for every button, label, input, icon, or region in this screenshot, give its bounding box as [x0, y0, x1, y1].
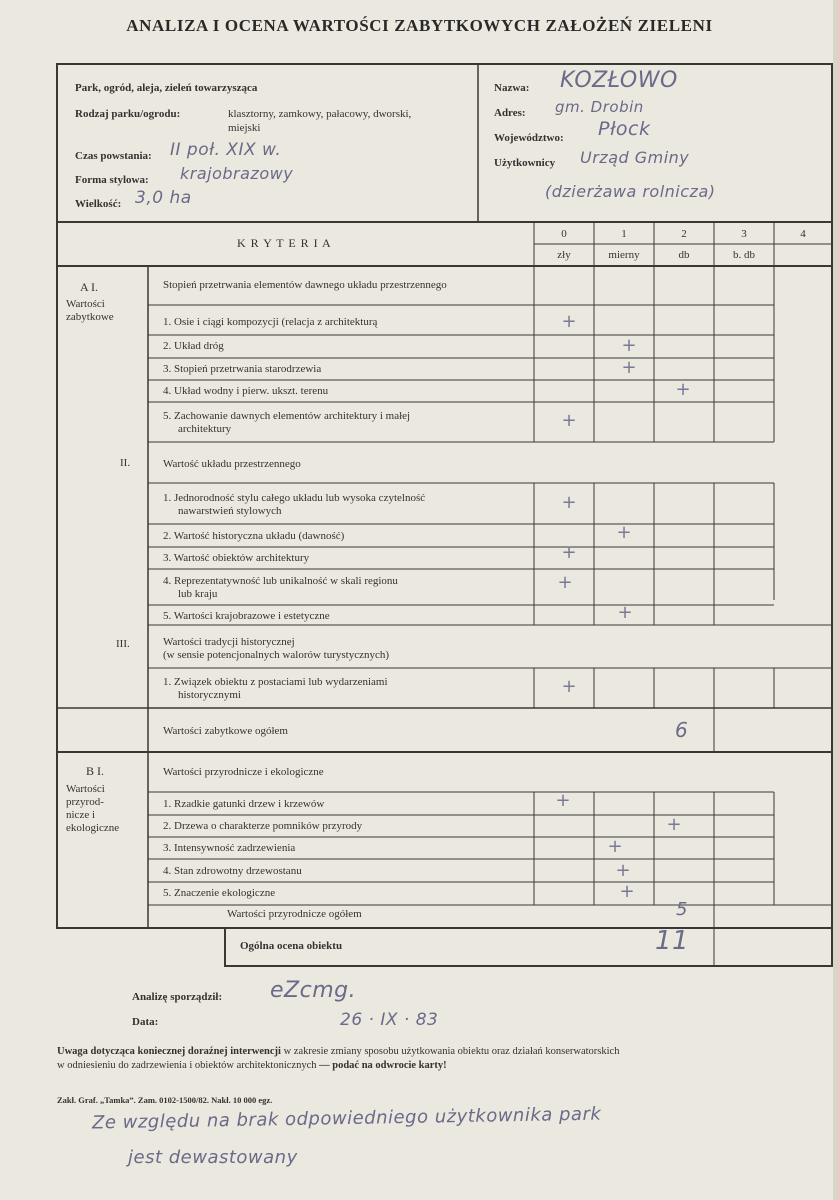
creation-date-value: II poł. XIX w. — [170, 140, 282, 160]
users-value: Urząd Gminy — [580, 148, 690, 167]
score-mark: + — [675, 379, 691, 400]
section-b-name: Wartości — [66, 783, 105, 795]
intervention-note-line-2-text: w odniesieniu do zadrzewienia i obiektów architektonicznych — [57, 1060, 317, 1071]
voivodeship-value: Płock — [598, 118, 651, 140]
group-i-item: 2. Układ dróg — [163, 340, 224, 352]
group-ii-item-cont: lub kraju — [178, 588, 218, 600]
section-b-heading: B I. — [86, 764, 104, 778]
score-mark: + — [615, 860, 631, 881]
overall-rating-label: Ogólna ocena obiektu — [240, 940, 343, 952]
group-b-item: 5. Znaczenie ekologiczne — [163, 887, 276, 899]
score-mark: + — [617, 602, 633, 623]
score-mark: + — [561, 410, 577, 431]
group-b-heading: Wartości przyrodnicze i ekologiczne — [163, 766, 324, 778]
name-label: Nazwa: — [494, 82, 530, 94]
users-label: Użytkownicy — [494, 157, 556, 169]
intervention-note-rest: w zakresie zmiany sposobu użytkowania obiektu oraz działań konserwatorskich — [280, 1046, 620, 1057]
voivodeship-label: Województwo: — [494, 132, 564, 144]
intervention-note — [57, 1045, 619, 1058]
section-a-heading: A I. — [80, 280, 98, 294]
style-form-label: Forma stylowa: — [75, 174, 149, 186]
score-name-1: mierny — [608, 249, 640, 261]
group-i-item: 1. Osie i ciągi kompozycji (relacja z architekturą — [163, 316, 378, 328]
size-label: Wielkość: — [75, 198, 122, 210]
group-ii-item: 1. Jednorodność stylu całego układu lub wysoka czytelność — [163, 492, 426, 504]
score-1: 1 — [621, 228, 627, 240]
score-mark: + — [561, 311, 577, 332]
section-b-name-3: nicze i — [66, 809, 96, 821]
section-b-name-2: przyrod- — [66, 796, 104, 808]
nature-total-label: Wartości przyrodnicze ogółem — [227, 908, 362, 920]
address-value: gm. Drobin — [555, 98, 644, 116]
group-iii-number: III. — [116, 638, 130, 650]
historic-total-label: Wartości zabytkowe ogółem — [163, 725, 288, 737]
score-name-2: db — [678, 249, 690, 261]
printer-imprint: Zakł. Graf. „Tamka”. Zam. 0102-1500/82. Nakł. 10 000 egz. — [57, 1095, 273, 1105]
group-i-item: 4. Układ wodny i pierw. ukszt. terenu — [163, 385, 329, 397]
score-mark: + — [557, 572, 573, 593]
group-b-item: 3. Intensywność zadrzewienia — [163, 842, 296, 854]
group-iii-item-cont: historycznymi — [178, 689, 241, 701]
group-ii-number: II. — [120, 457, 131, 469]
group-ii-item: 2. Wartość historyczna układu (dawność) — [163, 530, 345, 542]
group-i-item: 5. Zachowanie dawnych elementów architektury i małej — [163, 410, 411, 422]
group-b-item: 4. Stan zdrowotny drzewostanu — [163, 865, 302, 877]
section-a-name: Wartości — [66, 298, 105, 310]
address-label: Adres: — [494, 107, 526, 119]
score-3: 3 — [741, 228, 747, 240]
park-kind-label: Rodzaj parku/ogrodu: — [75, 108, 181, 120]
object-type-label: Park, ogród, aleja, zieleń towarzysząca — [75, 82, 258, 94]
group-iii-heading: Wartości tradycji historycznej — [163, 636, 295, 648]
form-title: ANALIZA I OCENA WARTOŚCI ZABYTKOWYCH ZAŁOŻEŃ ZIELENI — [126, 16, 713, 35]
score-mark: + — [619, 881, 635, 902]
score-name-0: zły — [557, 249, 571, 261]
group-ii-item: 4. Reprezentatywność lub unikalność w skali regionu — [163, 575, 398, 587]
group-b-item: 1. Rzadkie gatunki drzew i krzewów — [163, 798, 325, 810]
intervention-note-bold: Uwaga dotycząca koniecznej doraźnej interwencji — [57, 1046, 281, 1057]
score-mark: + — [561, 542, 577, 563]
score-name-3: b. db — [733, 249, 755, 261]
date-value: 26 · IX · 83 — [340, 1010, 439, 1030]
overall-rating-value: 11 — [655, 926, 690, 956]
name-value: KOZŁOWO — [560, 68, 678, 93]
handwritten-note-2: jest dewastowany — [128, 1147, 298, 1168]
section-b-name-4: ekologiczne — [66, 822, 120, 834]
score-mark: + — [616, 522, 632, 543]
score-mark: + — [666, 814, 682, 835]
intervention-note-line-2 — [57, 1059, 447, 1072]
group-iii-subheading: (w sensie potencjonalnych walorów turystycznych) — [163, 649, 390, 661]
criteria-header: K R Y T E R I A — [237, 236, 332, 250]
score-mark: + — [621, 357, 637, 378]
group-ii-item: 3. Wartość obiektów architektury — [163, 552, 310, 564]
style-form-value: krajobrazowy — [180, 164, 294, 183]
group-ii-heading: Wartość układu przestrzennego — [163, 458, 301, 470]
section-a-name-2: zabytkowe — [66, 311, 114, 323]
users-value-2: (dzierżawa rolnicza) — [545, 182, 716, 201]
group-ii-item-cont: nawarstwień stylowych — [178, 505, 282, 517]
score-4: 4 — [800, 228, 806, 240]
score-mark: + — [555, 790, 571, 811]
score-0: 0 — [561, 228, 567, 240]
group-b-item: 2. Drzewa o charakterze pomników przyrody — [163, 820, 363, 832]
score-mark: + — [561, 492, 577, 513]
group-i-heading: Stopień przetrwania elementów dawnego układu przestrzennego — [163, 279, 447, 291]
group-iii-item: 1. Związek obiektu z postaciami lub wydarzeniami — [163, 676, 388, 688]
historic-total-value: 6 — [675, 718, 689, 742]
author-signature: eZcmg. — [270, 978, 357, 1003]
size-value: 3,0 ha — [135, 188, 192, 208]
score-2: 2 — [681, 228, 687, 240]
score-mark: + — [561, 676, 577, 697]
group-ii-item: 5. Wartości krajobrazowe i estetyczne — [163, 610, 330, 622]
author-label: Analizę sporządził: — [132, 991, 223, 1003]
nature-total-value: 5 — [676, 899, 688, 920]
park-kind-options: klasztorny, zamkowy, pałacowy, dworski, — [228, 108, 412, 120]
date-label: Data: — [132, 1016, 159, 1028]
score-mark: + — [607, 836, 623, 857]
group-i-item: 3. Stopień przetrwania starodrzewia — [163, 363, 322, 375]
handwritten-note: Ze względu na brak odpowiedniego użytkownika park — [91, 1103, 602, 1134]
group-i-item-cont: architektury — [178, 423, 232, 435]
score-mark: + — [621, 335, 637, 356]
intervention-note-line-2-bold: — podać na odwrocie karty! — [316, 1060, 447, 1071]
creation-date-label: Czas powstania: — [75, 150, 152, 162]
park-kind-options-2: miejski — [228, 122, 261, 134]
